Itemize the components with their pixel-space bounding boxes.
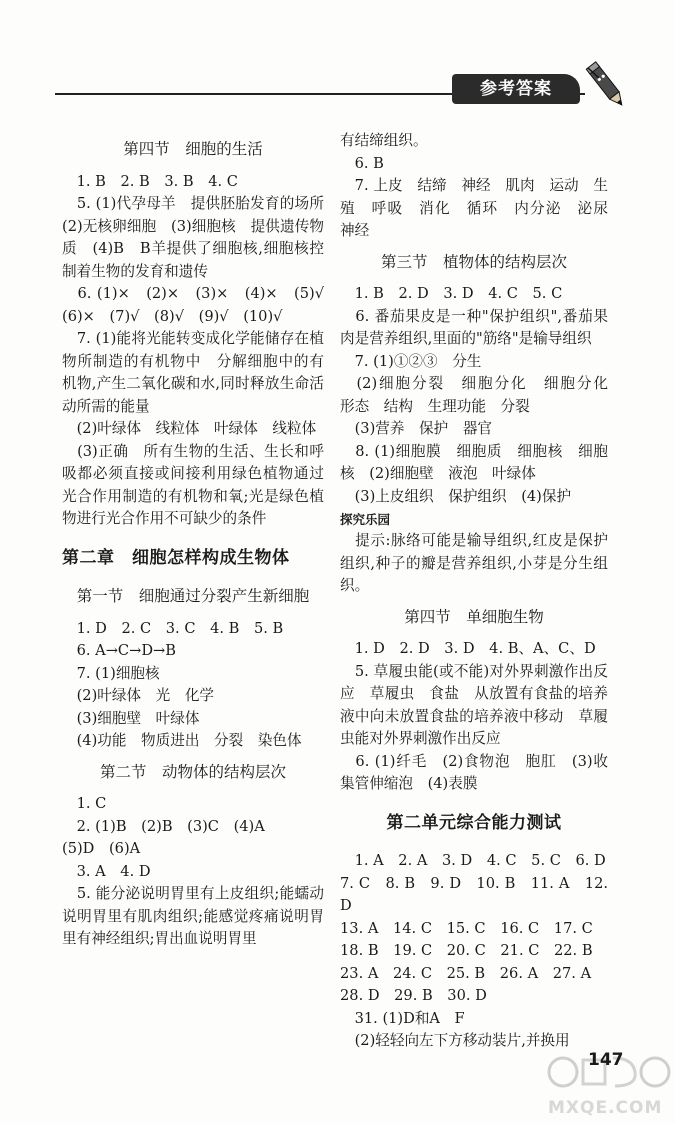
- answer-line: (2)叶绿体 线粒体 叶绿体 线粒体: [62, 420, 317, 437]
- pencil-mascot-icon: [585, 58, 630, 113]
- answer-line: 23. A 24. C 25. B 26. A 27. A: [340, 964, 592, 982]
- answer-line: 31. (1)D和A F: [340, 1009, 465, 1027]
- answer-line: 7. C 8. B 9. D 10. B 11. A 12. D: [340, 874, 613, 914]
- chapter-heading: 第二单元综合能力测试: [386, 812, 562, 833]
- answer-line: 6. B: [340, 154, 384, 172]
- answer-line: (5)D (6)A: [62, 840, 141, 857]
- answer-line: 5. 草履虫能(或不能)对外界刺激作出反应 草履虫 食盐 从放置有食盐的培养液中向未放置食盐的培养液中移动 草履虫能对外界刺激作出反应: [340, 662, 608, 747]
- answer-line: 6. (1)纤毛 (2)食物泡 胞肛 (3)收集管伸缩泡 (4)表膜: [340, 752, 608, 792]
- answer-line: 1. C: [62, 795, 107, 812]
- answer-line: (3)细胞壁 叶绿体: [62, 709, 200, 727]
- answer-line: 13. A 14. C 15. C 16. C 17. C: [340, 919, 593, 937]
- subsection-label: 探究乐园: [340, 512, 391, 527]
- answer-line: 7. (1)细胞核: [62, 664, 160, 682]
- answer-line: 1. A 2. A 3. D 4. C 5. C 6. D: [340, 852, 606, 869]
- chapter-heading: 第二章 细胞怎样构成生物体: [62, 547, 290, 568]
- answer-line: 1. B 2. B 3. B 4. C: [62, 172, 238, 190]
- answer-line: 提示:脉络可能是输导组织,红皮是保护组织,种子的瓣是营养组织,小芽是分生组织。: [340, 532, 608, 594]
- answer-line: 6. (1)× (2)× (3)× (4)× (5)√ (6)× (7)√ (8)√ (9)√ (10)√: [62, 285, 339, 325]
- answer-line: 6. A→C→D→B: [62, 642, 176, 659]
- left-column: [62, 130, 339, 951]
- answer-line: 8. (1)细胞膜 细胞质 细胞核 细胞核 (2)细胞壁 液泡 叶绿体: [340, 442, 608, 482]
- section-heading: 第一节 细胞通过分裂产生新细胞: [76, 587, 310, 605]
- page-number: 147: [588, 1050, 624, 1070]
- header-title: 参考答案: [452, 74, 580, 104]
- answer-line: 7. (1)①②③ 分生: [340, 352, 482, 370]
- watermark-url: MXQE.COM: [548, 1098, 663, 1118]
- answer-line: 7. 上皮 结缔 神经 肌肉 运动 生殖 呼吸 消化 循环 内分泌 泌尿 神经: [340, 177, 623, 239]
- answer-line: (2)细胞分裂 细胞分化 细胞分化 形态 结构 生理功能 分裂: [340, 375, 623, 415]
- answer-line: 有结缔组织。: [340, 132, 428, 149]
- section-heading: 第四节 细胞的生活: [123, 140, 263, 158]
- answer-line: (2)叶绿体 光 化学: [62, 687, 215, 704]
- answer-line: 18. B 19. C 20. C 21. C 22. B: [340, 942, 593, 959]
- section-heading: 第四节 单细胞生物: [404, 607, 544, 626]
- answer-line: (2)轻轻向左下方移动装片,并换用: [340, 1032, 570, 1049]
- section-heading: 第三节 植物体的结构层次: [380, 252, 567, 271]
- answer-line: 1. D 2. D 3. D 4. B、A、C、D: [340, 640, 596, 657]
- answer-line: 28. D 29. B 30. D: [340, 987, 487, 1004]
- answer-line: (3)正确 所有生物的生活、生长和呼吸都必须直接或间接利用绿色植物通过光合作用制造的有机物和氧;光是绿色植物进行光合作用不可缺少的条件: [62, 442, 324, 527]
- answer-line: (4)功能 物质进出 分裂 染色体: [62, 732, 302, 749]
- answer-line: 2. (1)B (2)B (3)C (4)A: [62, 817, 265, 835]
- answer-line: 1. B 2. D 3. D 4. C 5. C: [340, 285, 563, 302]
- answer-line: 6. 番茄果皮是一种"保护组织",番茄果肉是营养组织,里面的"筋络"是输导组织: [340, 307, 608, 347]
- section-heading: 第二节 动物体的结构层次: [99, 762, 286, 781]
- answer-line: 3. A 4. D: [62, 862, 151, 880]
- answer-line: 7. (1)能将光能转变成化学能储存在植物所制造的有机物中 分解细胞中的有机物,产生二氧化碳和水,同时释放生命活动所需的能量: [62, 330, 324, 415]
- right-column: [340, 130, 623, 1053]
- answer-line: 5. 能分泌说明胃里有上皮组织;能蠕动说明胃里有肌肉组织;能感觉疼痛说明胃里有神经组织;胃出血说明胃里: [62, 885, 324, 947]
- answer-line: 5. (1)代孕母羊 提供胚胎发育的场所 (2)无核卵细胞 (3)细胞核 提供遗传物质 (4)B B羊提供了细胞核,细胞核控制着生物的发育和遗传: [62, 195, 339, 280]
- answer-line: 1. D 2. C 3. C 4. B 5. B: [62, 619, 284, 637]
- answer-line: (3)上皮组织 保护组织 (4)保护: [340, 487, 572, 505]
- answer-line: (3)营养 保护 器官: [340, 420, 493, 437]
